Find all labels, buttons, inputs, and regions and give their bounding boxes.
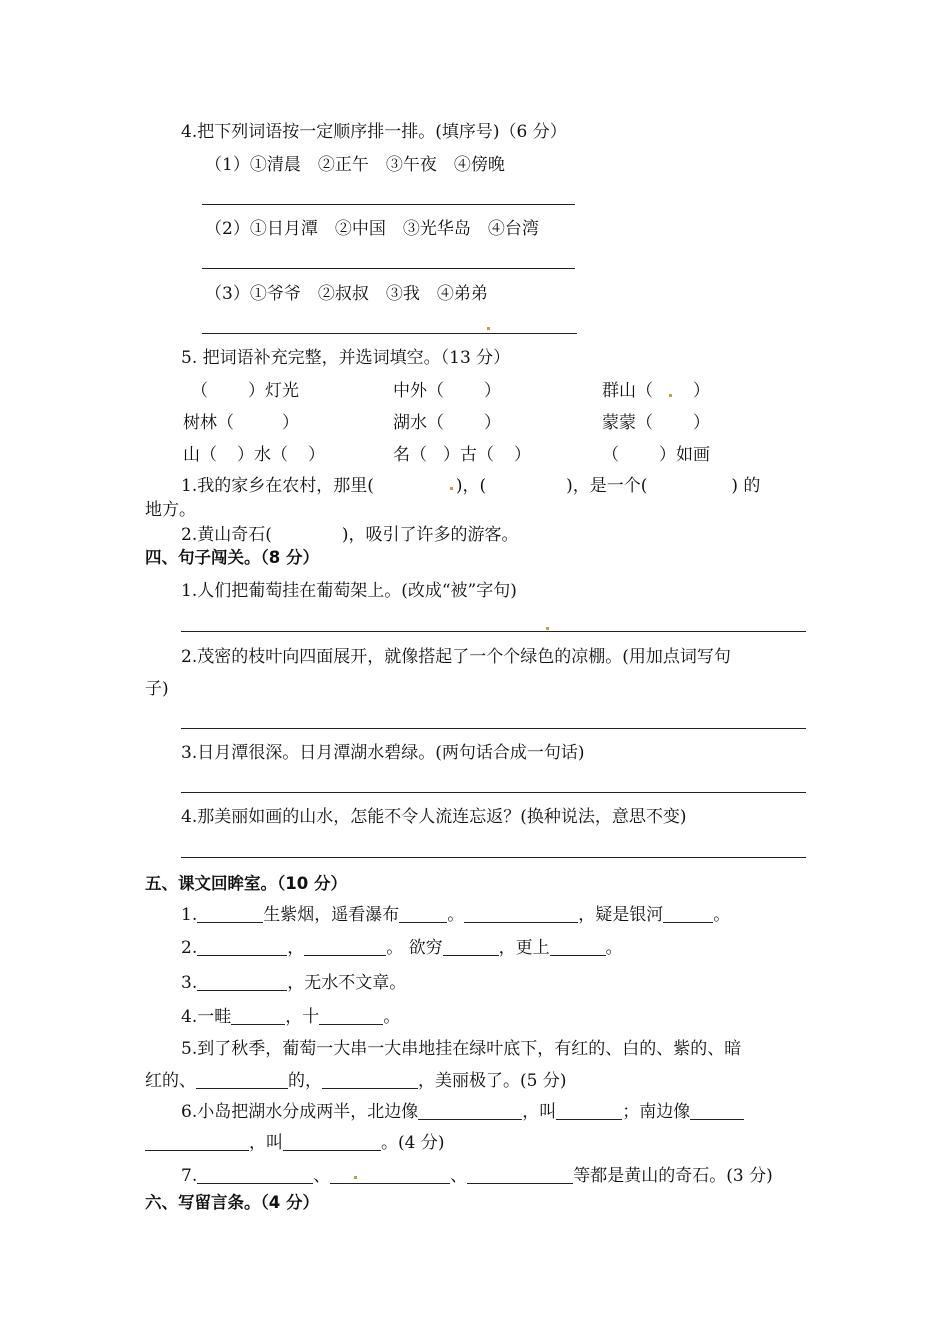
q5-word: 蒙蒙（ ） xyxy=(602,413,710,433)
q4-item-3: （3）①爷爷 ②叔叔 ③我 ④弟弟 xyxy=(205,284,488,304)
q4-answer-line-3 xyxy=(202,333,577,334)
q5-word: 名（ ）古（ ） xyxy=(393,445,531,465)
q5-title: 5. 把词语补充完整，并选词填空。（13 分） xyxy=(181,348,511,368)
ink-speck xyxy=(546,627,549,630)
ink-speck xyxy=(669,394,672,397)
sec4-q4: 4.那美丽如画的山水，怎能不令人流连忘返？(换种说法，意思不变) xyxy=(181,807,687,827)
sec5-line-7: 7. 、 、 等都是黄山的奇石。(3 分) xyxy=(181,1166,773,1186)
q5-word: （ ）灯光 xyxy=(191,381,299,401)
sec4-answer-line-1 xyxy=(181,631,806,632)
sec5-line-6: 6.小岛把湖水分成两半，北边像 ，叫 ；南边像 xyxy=(181,1101,744,1123)
q4-title: 4.把下列词语按一定顺序排一排。(填序号)（6 分） xyxy=(181,122,567,142)
sec5-line-5: 5.到了秋季，葡萄一大串一大串地挂在绿叶底下，有红的、白的、紫的、暗 xyxy=(181,1039,742,1059)
sec4-q3: 3.日月潭很深。日月潭湖水碧绿。(两句话合成一句话) xyxy=(181,743,585,763)
sec5-line-3: 3. ，无水不文章。 xyxy=(181,973,407,993)
ink-speck xyxy=(354,1176,357,1179)
q5-word: 群山（ ） xyxy=(602,381,710,401)
q5-word: 湖水（ ） xyxy=(393,413,501,433)
q4-item-2: （2）①日月潭 ②中国 ③光华岛 ④台湾 xyxy=(205,219,539,239)
sec4-answer-line-2 xyxy=(181,728,806,729)
q5-fill-1: 1.我的家乡在农村，那里( )，( )，是一个( ) 的 xyxy=(181,476,761,496)
section-6-title: 六、写留言条。（4 分） xyxy=(145,1193,319,1212)
q5-word: 树林（ ） xyxy=(183,413,299,433)
q5-fill-1-cont: 地方。 xyxy=(145,500,196,520)
q5-word: 中外（ ） xyxy=(393,381,501,401)
ink-speck xyxy=(450,487,453,490)
q4-item-1: （1）①清晨 ②正午 ③午夜 ④傍晚 xyxy=(205,155,505,175)
sec5-line-4: 4.一畦 ，十 。 xyxy=(181,1007,401,1027)
sec5-line-5-cont: 红的、 的， ，美丽极了。(5 分) xyxy=(145,1071,567,1091)
sec5-line-6-cont: ，叫 。(4 分) xyxy=(145,1132,444,1154)
sec5-line-2: 2. ， 。 欲穷 ，更上 。 xyxy=(181,938,623,958)
sec4-q1: 1.人们把葡萄挂在葡萄架上。(改成“被”字句) xyxy=(181,581,517,601)
sec4-answer-line-4 xyxy=(181,857,806,858)
q5-word: 山（ ）水（ ） xyxy=(183,445,325,465)
sec4-q2-cont: 子) xyxy=(145,679,169,699)
q5-word: （ ）如画 xyxy=(602,445,710,465)
section-5-title: 五、课文回眸室。（10 分） xyxy=(145,874,347,893)
section-4-title: 四、句子闯关。（8 分） xyxy=(145,548,319,567)
q4-answer-line-1 xyxy=(202,204,575,205)
sec4-q2: 2.茂密的枝叶向四面展开，就像搭起了一个个绿色的凉棚。(用加点词写句 xyxy=(181,647,731,667)
ink-speck xyxy=(487,327,490,330)
sec5-line-1: 1. 生紫烟，遥看瀑布 。 ，疑是银河 。 xyxy=(181,905,731,925)
sec4-answer-line-3 xyxy=(181,792,806,793)
q5-fill-2: 2.黄山奇石( )，吸引了许多的游客。 xyxy=(181,525,519,545)
q4-answer-line-2 xyxy=(202,268,575,269)
